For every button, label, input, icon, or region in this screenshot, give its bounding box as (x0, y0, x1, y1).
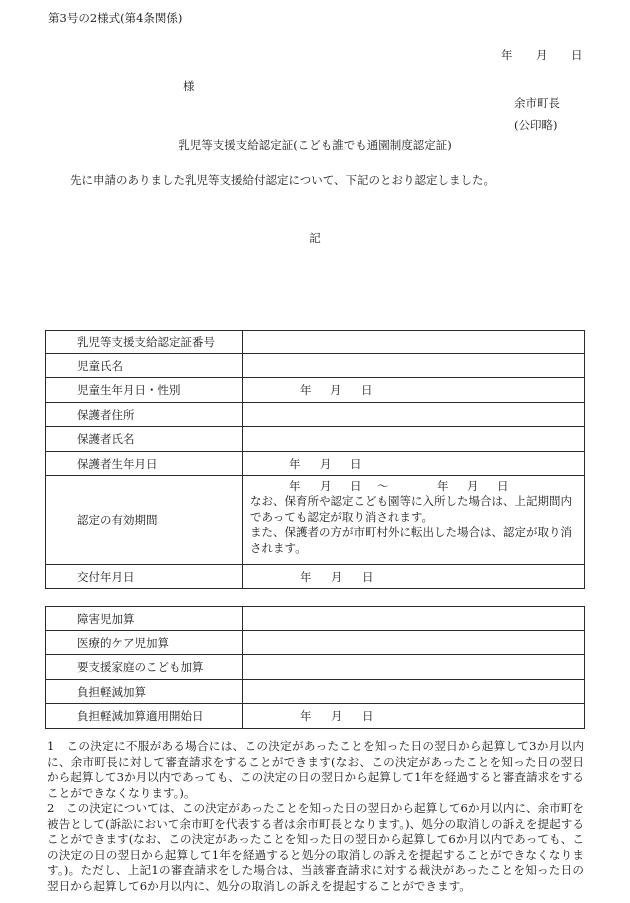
row-value-validity-period (243, 476, 584, 564)
table-row (46, 377, 584, 402)
row-value-disability-addition (243, 607, 584, 630)
date-month: 月 (331, 569, 343, 584)
row-value-certificate-number (243, 331, 584, 353)
date-year: 年 (300, 709, 312, 723)
start-month: 月 (320, 479, 332, 493)
start-day: 日 (350, 479, 362, 493)
date-day: 日 (361, 383, 373, 397)
date-year: 年 (289, 456, 301, 471)
row-label-disability-addition: 障害児加算 (46, 607, 243, 630)
row-value-burden-reduction-start-date (243, 704, 584, 728)
table-row (46, 353, 584, 377)
certificate-table (45, 330, 585, 589)
row-value-child-name (243, 354, 584, 377)
date-month: 月 (330, 383, 342, 397)
row-value-medical-care-addition (243, 631, 584, 654)
row-label-validity-period: 認定の有効期間 (46, 476, 243, 564)
record-mark: 記 (309, 231, 321, 245)
row-label-issue-date: 交付年月日 (46, 565, 243, 588)
start-year: 年 (289, 479, 301, 493)
date-month: 月 (320, 456, 332, 471)
remarks (47, 739, 584, 894)
table-row (46, 331, 584, 353)
validity-note: なお、保育所や認定こども園等に入所した場合は、上記期間内であっても認定が取り消されます。 (250, 494, 572, 524)
row-label-certificate-number: 乳児等支援支給認定証番号 (46, 331, 243, 353)
row-label-medical-care-addition: 医療的ケア児加算 (46, 631, 243, 654)
header-date-month: 月 (536, 48, 548, 62)
table-row (46, 475, 584, 564)
table-row (46, 630, 584, 654)
row-value-burden-reduction-addition (243, 680, 584, 703)
validity-note: また、保護者の方が市町村外に転出した場合は、認定が取り消されます。 (250, 525, 572, 555)
remark-item: 2 この決定については、この決定があったことを知った日の翌日から起算して6か月以内に、余市町を被告として(訴訟において余市町を代表する者は余市町長となります。)、処分の取消しの訴えを提起することができます(なお、この決定があったことを知った日の翌日から起算して6か月以内であっても、この決定の日の翌日から起算して1年を経過すると処分の取消しの訴えを提起することができなくなります。)。ただし、上記1の審査請求をした場合は、当該審査請求に対する裁決があったことを知った日の翌日から起算して6か月以内に、処分の取消しの訴えを提起することができます。 (47, 801, 584, 893)
row-label-guardian-name: 保護者氏名 (46, 427, 243, 451)
date-day: 日 (350, 456, 362, 471)
issue-date (243, 565, 584, 588)
row-label-child-name: 児童氏名 (46, 354, 243, 377)
row-value-guardian-birthdate (243, 452, 584, 475)
row-label-guardian-birthdate: 保護者生年月日 (46, 452, 243, 475)
table-row (46, 679, 584, 703)
child-birthdate (243, 378, 584, 402)
intro-text: 先に申請のありました乳児等支援給付認定について、下記のとおり認定しました。 (70, 173, 496, 187)
table-row (46, 564, 584, 588)
header-date-year: 年 (501, 48, 513, 62)
document-title: 乳児等支援支給認定証(こども誰でも通園制度認定証) (178, 138, 452, 152)
date-year: 年 (300, 383, 312, 397)
range-separator: ～ (377, 479, 389, 493)
date-month: 月 (331, 709, 343, 723)
row-label-support-family-addition: 要支援家庭のこども加算 (46, 655, 243, 679)
row-value-issue-date (243, 565, 584, 588)
seal-note: (公印略) (514, 118, 558, 132)
row-value-guardian-address (243, 403, 584, 426)
end-month: 月 (467, 479, 479, 493)
date-year: 年 (300, 569, 312, 584)
header-date-day: 日 (571, 48, 583, 62)
row-value-support-family-addition (243, 655, 584, 679)
form-number: 第3号の2様式(第4条関係) (48, 11, 183, 25)
row-label-child-birthdate-sex: 児童生年月日・性別 (46, 378, 243, 402)
row-label-guardian-address: 保護者住所 (46, 403, 243, 426)
header-date (0, 48, 630, 62)
row-value-guardian-name (243, 427, 584, 451)
table-row (46, 654, 584, 679)
guardian-birthdate (243, 452, 584, 475)
row-label-burden-reduction-start-date: 負担軽減加算適用開始日 (46, 704, 243, 728)
burden-reduction-start-date (243, 704, 584, 728)
date-day: 日 (362, 709, 374, 723)
date-day: 日 (362, 569, 374, 584)
table-row (46, 607, 584, 630)
table-row (46, 703, 584, 728)
issuer-name: 余市町長 (514, 96, 560, 110)
row-value-child-birthdate-sex (243, 378, 584, 402)
end-year: 年 (437, 479, 449, 493)
addressee-suffix: 様 (183, 79, 195, 93)
validity-date-range (243, 478, 584, 494)
additions-table (45, 606, 585, 729)
validity-notes (250, 494, 578, 556)
remark-item: 1 この決定に不服がある場合には、この決定があったことを知った日の翌日から起算して3か月以内に、余市町長に対して審査請求をすることができます(なお、この決定があったことを知った日の翌日から起算して3か月以内であっても、この決定の日の翌日から起算して1年を経過すると審査請求をすることができなくなります。)。 (47, 739, 584, 800)
row-label-burden-reduction-addition: 負担軽減加算 (46, 680, 243, 703)
table-row (46, 451, 584, 475)
end-day: 日 (497, 479, 509, 493)
table-row (46, 426, 584, 451)
table-row (46, 402, 584, 426)
